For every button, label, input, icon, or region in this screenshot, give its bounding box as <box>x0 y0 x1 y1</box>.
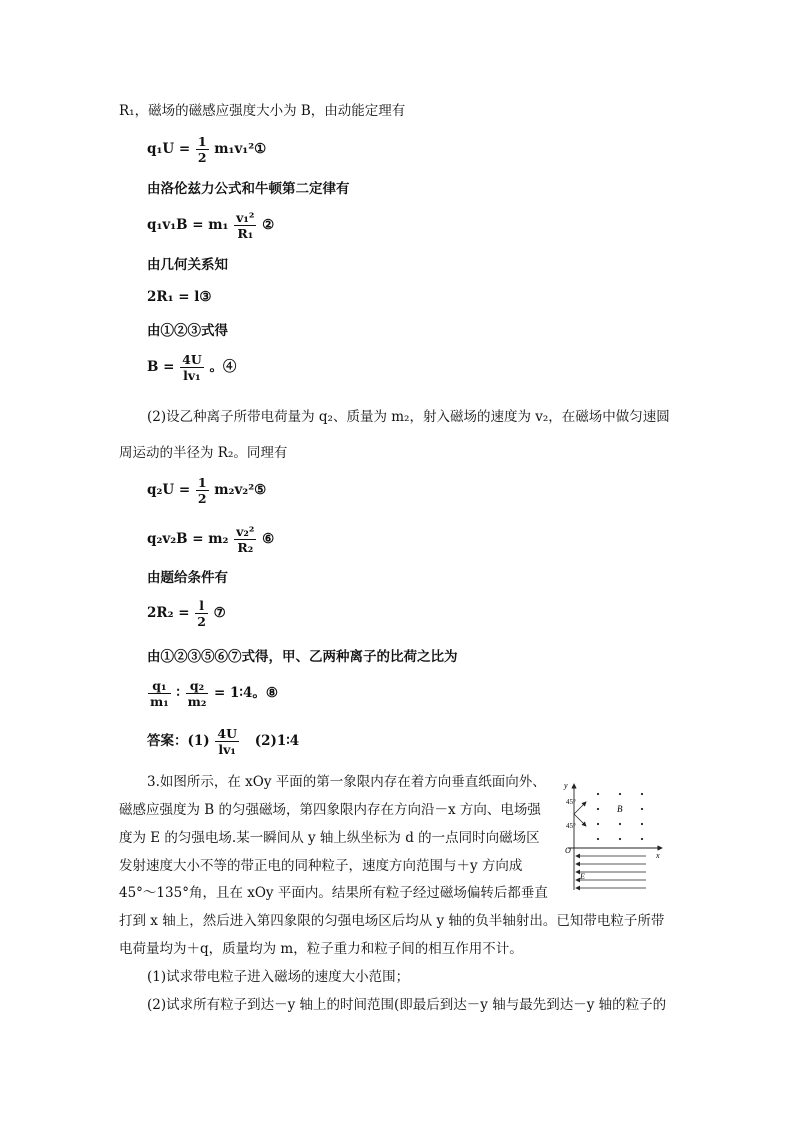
eq6-left: q₂v₂B = m₂ <box>147 531 229 547</box>
eq1-denominator: 2 <box>197 150 207 165</box>
eq2-numerator: v₁² <box>236 210 255 225</box>
angle-label-bottom: 45° <box>566 822 576 830</box>
eq5-right: m₂v₂²⑤ <box>214 482 267 498</box>
text-line-7: 由①②③式得 <box>147 323 228 339</box>
eq7-right: ⑦ <box>213 605 226 621</box>
eq8-numerator-1: q₁ <box>148 678 171 694</box>
answer-fraction <box>215 726 239 757</box>
eq1-right: m₁v₁²① <box>214 141 267 157</box>
equation-8 <box>147 678 278 709</box>
equation-7 <box>147 598 226 629</box>
eq4-numerator: 4U <box>182 352 202 367</box>
eq8-fraction-1 <box>148 678 171 709</box>
eq2-fraction <box>234 210 256 241</box>
electric-field-lines <box>576 856 646 888</box>
eq8-colon: ∶ <box>176 685 180 701</box>
answer-label: 答案：(1) <box>147 733 210 749</box>
question-3-sub-2: (2)试求所有粒子到达－y 轴上的时间范围(即最后到达－y 轴与最先到达－y 轴的粒子的 <box>147 997 667 1013</box>
angle-label-top: 45° <box>566 798 576 806</box>
question-3-line-7: 电荷量均为＋q，质量均为 m，粒子重力和粒子间的相互作用不计。 <box>119 941 523 957</box>
eq6-numerator: v₂² <box>236 524 255 539</box>
eq7-numerator: l <box>195 598 208 614</box>
field-diagram-svg <box>560 778 670 893</box>
equation-4 <box>147 352 236 383</box>
eq8-denominator-2: m₂ <box>187 694 207 709</box>
B-label: B <box>617 804 623 814</box>
eq4-fraction <box>180 352 204 383</box>
eq4-left: B = <box>147 359 175 375</box>
eq5-fraction <box>196 475 209 506</box>
eq5-denominator: 2 <box>197 491 207 506</box>
question-3-line-3: 度为 E 的匀强电场.某一瞬间从 y 轴上纵坐标为 d 的一点同时向磁场区 <box>119 830 540 846</box>
text-line-5: 由几何关系知 <box>147 257 228 273</box>
equation-3: 2R₁ = l③ <box>147 289 212 305</box>
question-3-line-4: 发射速度大小不等的带正电的同种粒子，速度方向范围与＋y 方向成 <box>119 858 523 874</box>
text-condition: 由题给条件有 <box>147 570 228 586</box>
eq6-fraction <box>234 524 256 555</box>
eq2-left: q₁v₁B = m₁ <box>147 217 229 233</box>
eq6-right: ⑥ <box>262 531 275 547</box>
eq4-right: 。④ <box>209 359 237 375</box>
eq6-denominator: R₂ <box>237 540 254 555</box>
text-line-3: 由洛伦兹力公式和牛顿第二定律有 <box>147 181 350 197</box>
equation-1 <box>147 134 266 165</box>
eq8-denominator-1: m₁ <box>150 694 169 709</box>
eq2-right: ② <box>262 217 275 233</box>
eq8-right: = 1∶4。⑧ <box>214 685 278 701</box>
eq7-left: 2R₂ = <box>147 605 190 621</box>
answer-numerator: 4U <box>217 726 237 741</box>
text-line-1: R₁，磁场的磁感应强度大小为 B，由动能定理有 <box>119 103 406 119</box>
eq1-fraction <box>196 134 209 165</box>
paragraph-2-line-1: (2)设乙种离子所带电荷量为 q₂、质量为 m₂，射入磁场的速度为 v₂，在磁场中做匀速圆 <box>147 409 670 425</box>
eq8-fraction-2 <box>186 678 209 709</box>
eq8-numerator-2: q₂ <box>186 678 209 694</box>
eq1-numerator: 1 <box>197 134 207 149</box>
eq2-denominator: R₁ <box>237 226 254 241</box>
equation-5 <box>147 475 266 506</box>
text-ratio: 由①②③⑤⑥⑦式得，甲、乙两种离子的比荷之比为 <box>147 649 458 665</box>
answer-part-2: (2)1∶4 <box>254 733 300 749</box>
eq5-numerator: 1 <box>197 475 207 490</box>
E-label: E <box>580 872 585 881</box>
eq7-fraction <box>195 598 208 629</box>
y-axis-label: y <box>564 781 568 790</box>
eq5-left: q₂U = <box>147 482 191 498</box>
eq1-left: q₁U = <box>147 141 191 157</box>
equation-2 <box>147 210 274 241</box>
origin-label: O <box>565 846 571 855</box>
question-3-line-2: 磁感应强度为 B 的匀强磁场，第四象限内存在方向沿－x 方向、电场强 <box>119 802 541 818</box>
magnetic-field-dots <box>597 793 643 840</box>
question-3-line-1: 3.如图所示，在 xOy 平面的第一象限内存在着方向垂直纸面向外、 <box>147 774 546 790</box>
answer-line <box>147 726 299 757</box>
question-3-line-5: 45°～135°角，且在 xOy 平面内。结果所有粒子经过磁场偏转后都垂直 <box>119 885 548 901</box>
eq7-denominator: 2 <box>197 614 206 629</box>
x-axis-label: x <box>656 851 660 860</box>
field-diagram <box>560 778 670 897</box>
answer-denominator: lv₁ <box>218 742 236 757</box>
equation-6 <box>147 524 274 555</box>
question-3-line-6: 打到 x 轴上，然后进入第四象限的匀强电场区后均从 y 轴的负半轴射出。已知带电粒子所带 <box>119 913 665 929</box>
paragraph-2-line-2: 周运动的半径为 R₂。同理有 <box>119 445 288 461</box>
eq4-denominator: lv₁ <box>183 368 201 383</box>
question-3-sub-1: (1)试求带电粒子进入磁场的速度大小范围； <box>147 969 410 985</box>
